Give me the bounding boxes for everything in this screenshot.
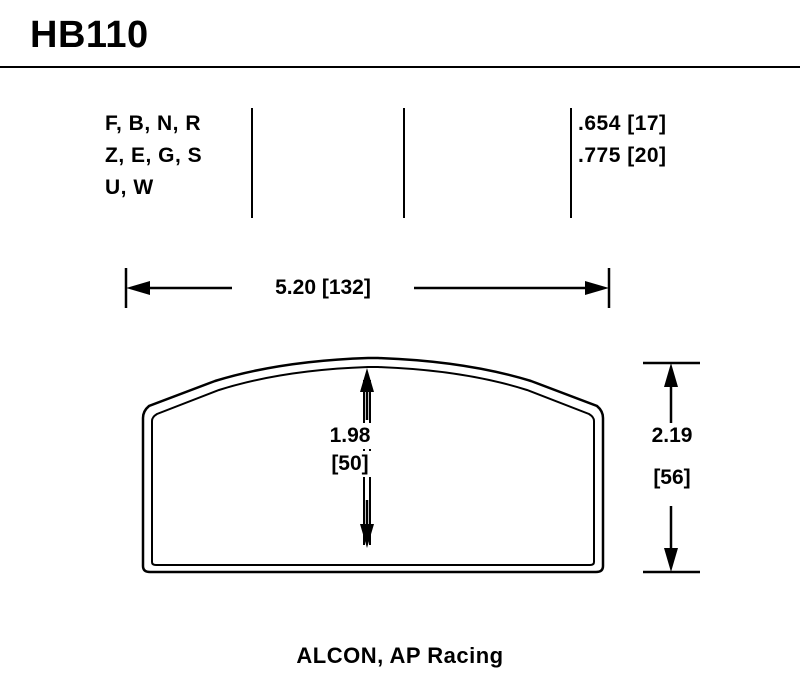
thickness-value-row: .654 [17] [578, 112, 667, 135]
compound-code-row: Z, E, G, S [105, 144, 203, 167]
width-arrow-left [126, 281, 150, 295]
notch-arrow-up [360, 368, 374, 392]
application-label: ALCON, AP Racing [296, 643, 504, 668]
height-label-mm: [56] [631, 465, 713, 491]
width-arrow-right [585, 281, 609, 295]
notch-height-label-mm: [50] [310, 451, 390, 477]
compound-code-row: F, B, N, R [105, 112, 202, 135]
height-arrow-up [664, 363, 678, 387]
page-title: HB110 [30, 14, 149, 56]
compound-code-row: U, W [105, 176, 154, 199]
thickness-value-row: .775 [20] [578, 144, 667, 167]
height-label-in: 2.19 [631, 423, 713, 449]
notch-height-label-in: 1.98 [310, 423, 390, 449]
height-arrow-down [664, 548, 678, 572]
notch-arrow-down [360, 524, 374, 548]
width-dimension-label: 5.20 [132] [232, 275, 414, 301]
